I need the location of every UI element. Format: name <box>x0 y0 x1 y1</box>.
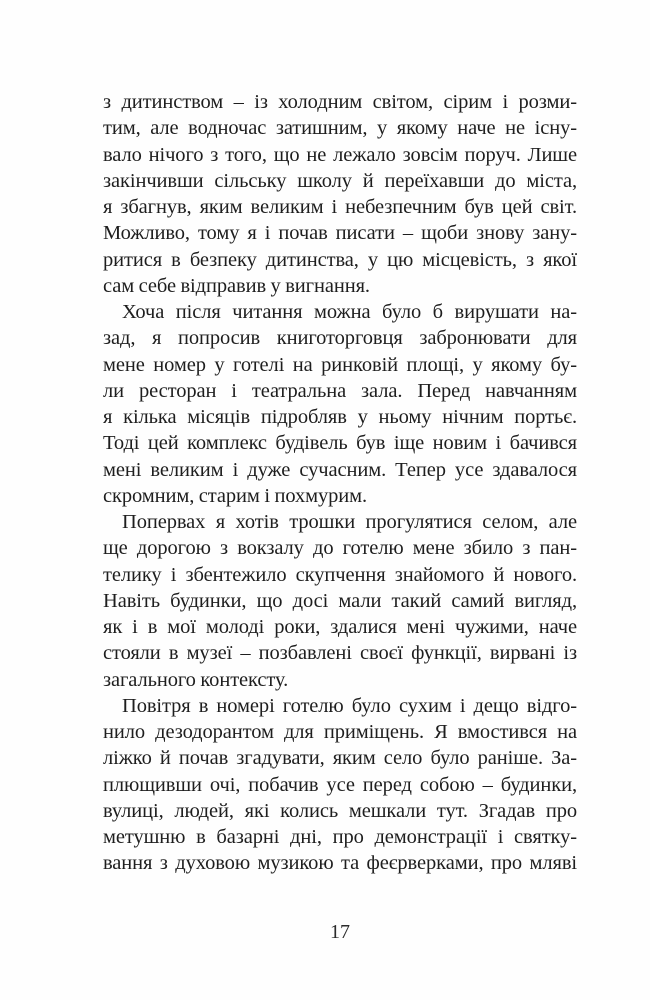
text-line: загального контексту. <box>103 668 289 691</box>
text-line: ще дорогою з вокзалу до готелю мене збило з пан- <box>103 537 577 560</box>
text-line: вання з духовою музикою та феєрверками, про мляві <box>103 852 577 875</box>
text-line: ритися в безпеку дитинства, у цю місцевість, з якої <box>103 248 577 271</box>
text-line: нило дезодорантом для приміщень. Я вмостився на <box>103 721 577 743</box>
text-line: плющивши очі, побачив усе перед собою – будинки, <box>103 773 577 796</box>
text-line: Попервах я хотів трошки прогулятися селом, але <box>122 511 577 533</box>
text-line: скромним, старим і похмурим. <box>103 484 368 507</box>
text-line: мені великим і дуже сучасним. Тепер усе здавалося <box>103 458 577 481</box>
text-line: телику і збентежило скупчення знайомого й нового. <box>103 563 577 586</box>
page-number: 17 <box>330 921 350 943</box>
text-line: метушню в базарні дні, про демонстрації і святку- <box>103 826 577 848</box>
text-line: мене номер у готелі на ринковій площі, у якому бу- <box>103 353 577 376</box>
text-line: я збагнув, яким великим і небезпечним був цей світ. <box>103 196 577 218</box>
text-line: Можливо, тому я і почав писати – щоби знову зану- <box>103 222 577 245</box>
text-line: сам себе відправив у вигнання. <box>103 274 370 297</box>
text-line: зад, я попросив книготорговця забронювати для <box>103 327 577 350</box>
text-line: вулиці, людей, які колись мешкали тут. Згадав про <box>103 799 577 822</box>
paragraph <box>103 89 577 299</box>
paragraph <box>103 509 577 693</box>
text-line: Хоча після читання можна було б вирушати на- <box>122 301 577 323</box>
text-line: закінчивши сільську школу й переїхавши до міста, <box>103 169 577 192</box>
text-line: тим, але водночас затишним, у якому наче не існу- <box>103 117 577 140</box>
text-line: стояли в музеї – позбавлені своєї функції, вирвані із <box>103 642 577 665</box>
paragraph <box>103 693 577 877</box>
page-text <box>103 89 577 877</box>
text-line: як і в мої молоді роки, здалися мені чужими, наче <box>103 616 577 638</box>
text-line: я кілька місяців підробляв у ньому нічним портьє. <box>103 406 577 428</box>
text-line: Тоді цей комплекс будівель був іще новим і бачився <box>103 432 577 455</box>
text-line: Повітря в номері готелю було сухим і дещо відго- <box>122 694 577 717</box>
text-line: з дитинством – із холодним світом, сірим і розми- <box>103 91 577 113</box>
text-line: ліжко й почав згадувати, яким село було раніше. За- <box>103 747 577 770</box>
text-line: вало нічого з того, що не лежало зовсім поруч. Лише <box>103 143 577 166</box>
text-line: Навіть будинки, що досі мали такий самий вигляд, <box>103 589 577 612</box>
text-line: ли ресторан і театральна зала. Перед навчанням <box>103 379 577 402</box>
paragraph <box>103 299 577 509</box>
